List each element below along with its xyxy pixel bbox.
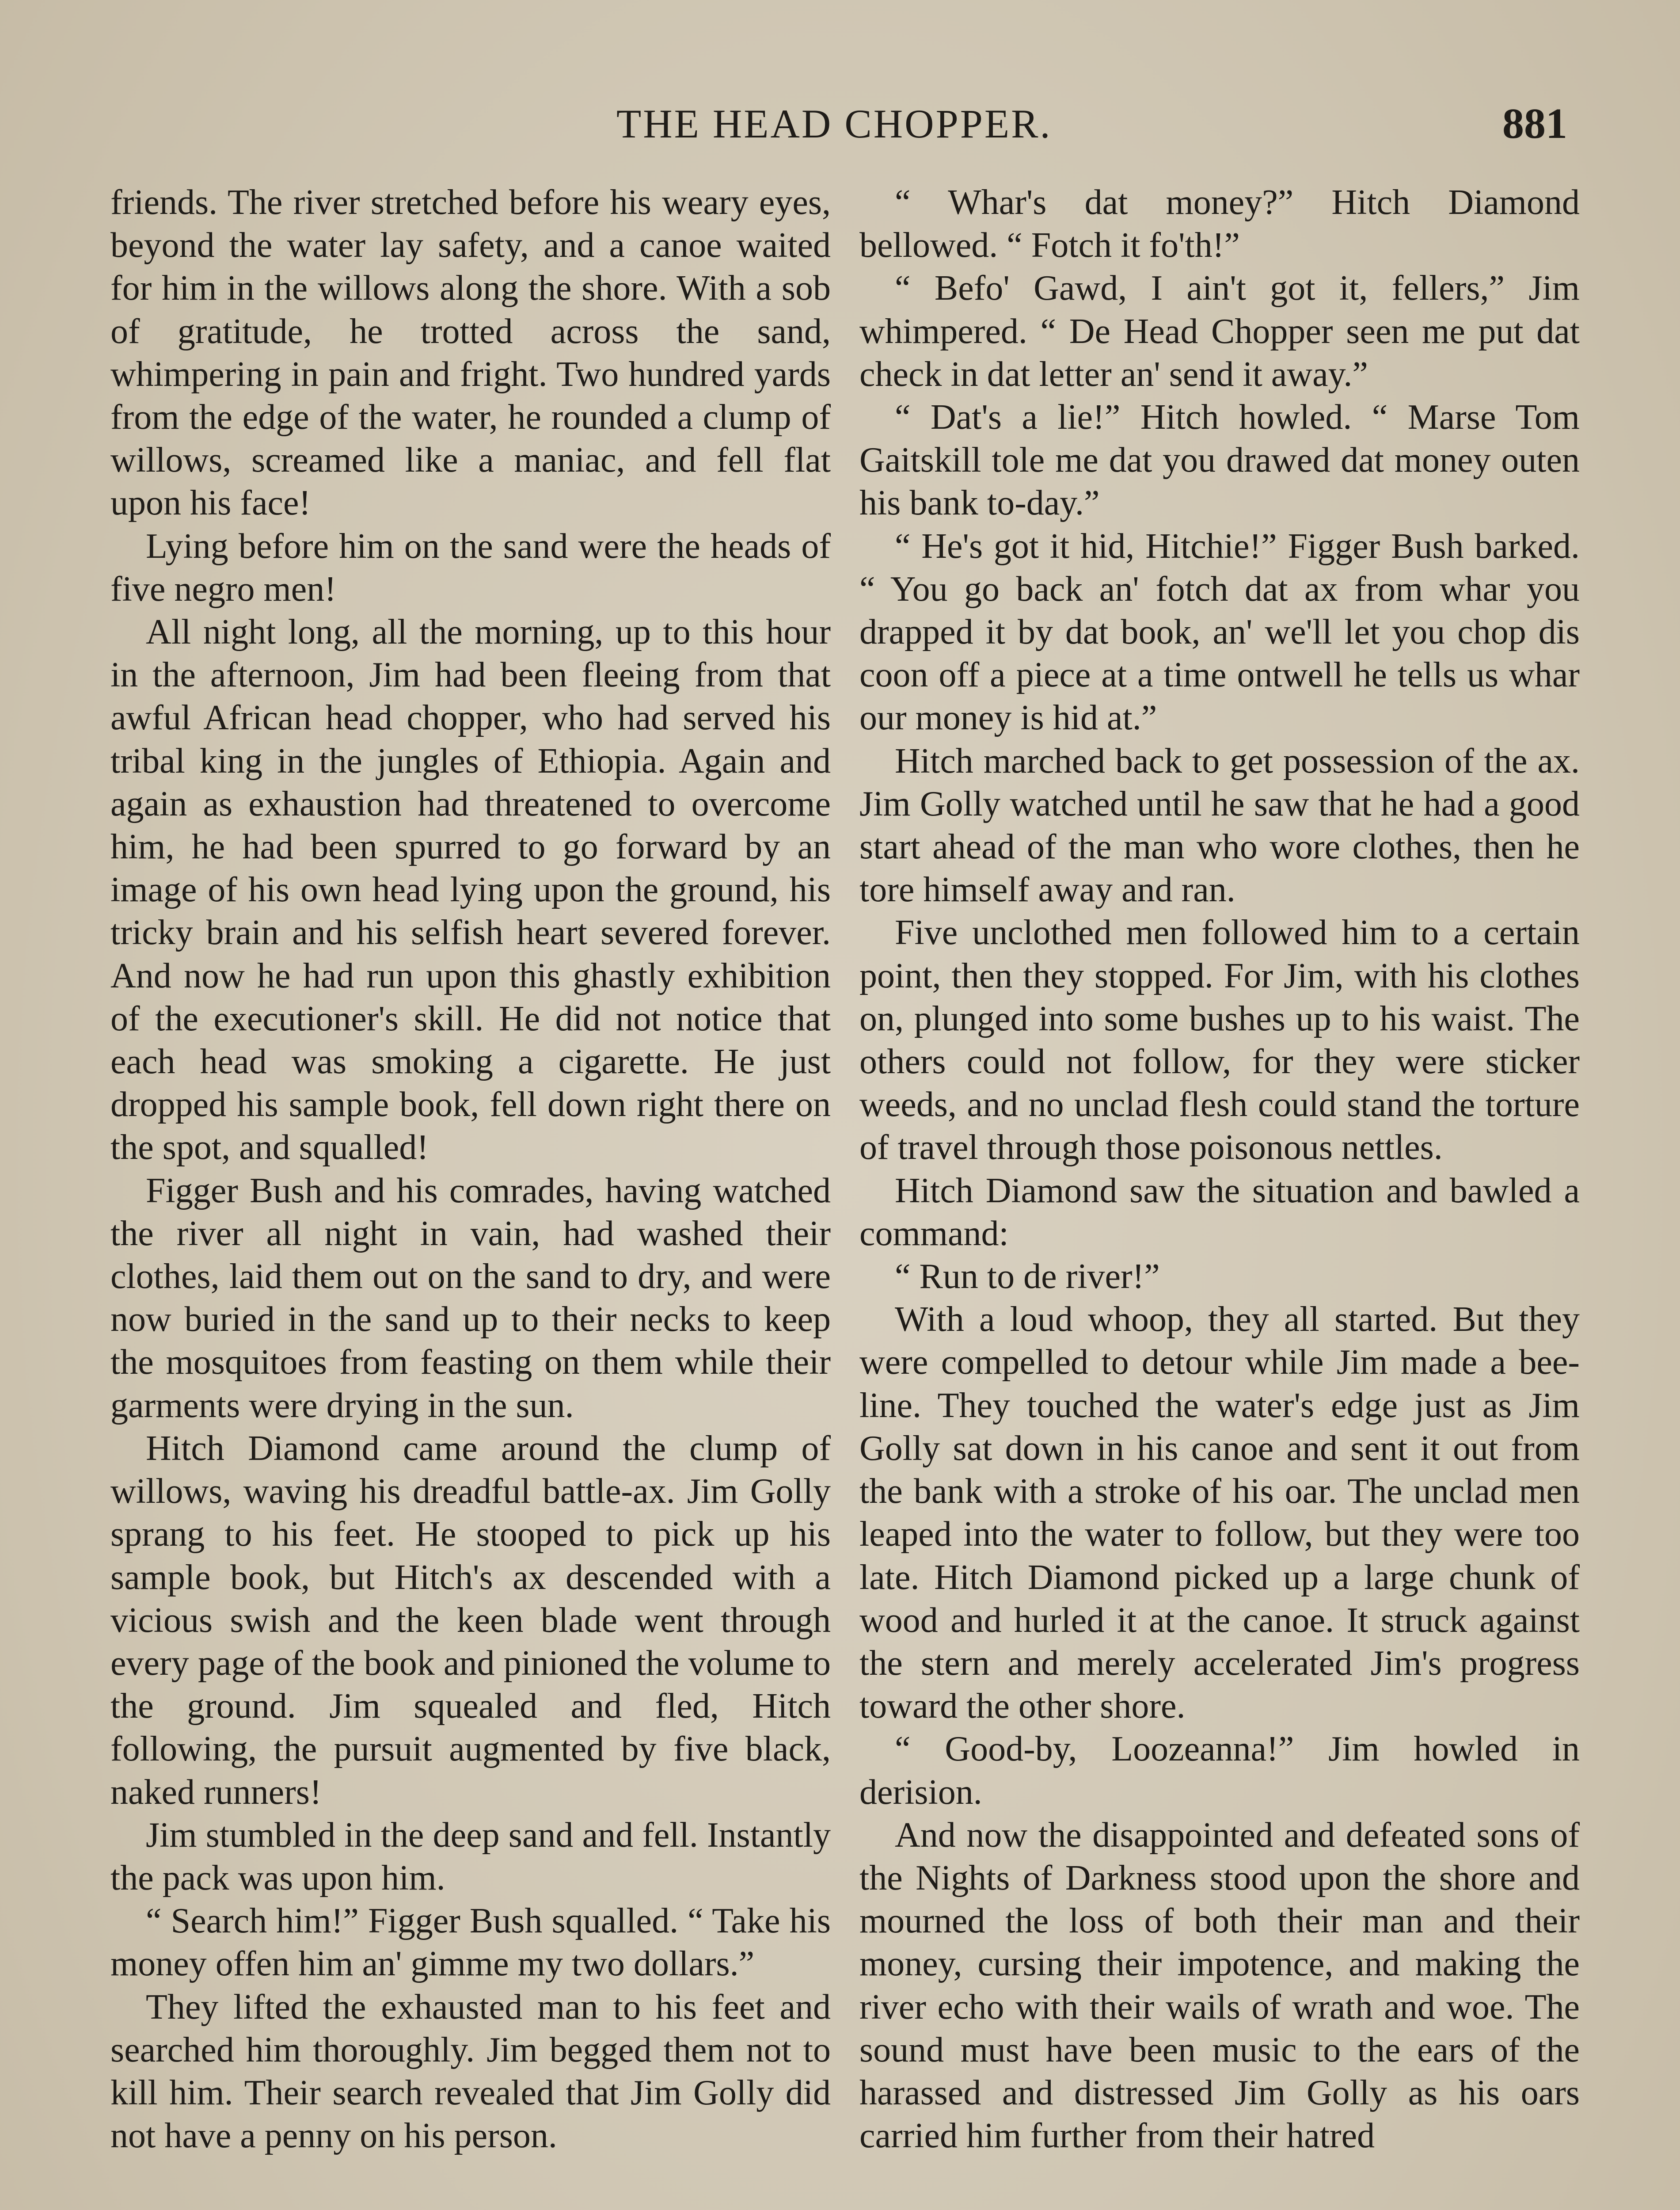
paragraph: “ He's got it hid, Hitchie!” Figger Bush barked. “ You go back an' fotch dat ax from whar you drapped it by dat book, an' we'll let you chop dis coon off a piece at a time ontwell he tells us whar our money is hid at.” <box>859 526 1580 738</box>
paragraph: Five unclothed men followed him to a certain point, then they stopped. For Jim, with his clothes on, plunged into some bushes up to his waist. The others could not follow, for they were sticker weeds, and no unclad flesh could stand the torture of travel through those poisonous nettles. <box>859 913 1580 1167</box>
paragraph: “ Whar's dat money?” Hitch Diamond bellowed. “ Fotch it fo'th!” <box>859 183 1580 265</box>
paragraph: They lifted the exhausted man to his feet and searched him thoroughly. Jim begged them not to kill him. Their search revealed that Jim Golly did not have a penny on his person. <box>110 1987 831 2156</box>
paragraph: “ Run to de river!” <box>895 1257 1160 1296</box>
paragraph: Jim stumbled in the deep sand and fell. Instantly the pack was upon him. <box>110 1815 831 1898</box>
left-column <box>110 181 831 2157</box>
running-title: THE HEAD CHOPPER. <box>616 101 1052 146</box>
paragraph: Figger Bush and his comrades, having watched the river all night in vain, had washed their clothes, laid them out on the sand to dry, and were now buried in the sand up to their necks to keep the mosquitoes from feasting on them while their garments were drying in the sun. <box>110 1171 831 1425</box>
paragraph: Hitch Diamond saw the situation and bawled a command: <box>859 1171 1580 1253</box>
paragraph: All night long, all the morning, up to this hour in the afternoon, Jim had been fleeing from that awful African head chopper, who had served his tribal king in the jungles of Ethiopia. Again and again as exhaustion had threatened to overcome him, he had been spurred to go forward by an image of his own head lying upon the ground, his tricky brain and his selfish heart severed forever. And now he had run upon this ghastly exhibition of the executioner's skill. He did not notice that each head was smoking a cigarette. He just dropped his sample book, fell down right there on the spot, and squalled! <box>110 613 831 1167</box>
running-header <box>0 95 1680 152</box>
paragraph: friends. The river stretched before his weary eyes, beyond the water lay safety, and a canoe waited for him in the willows along the shore. With a sob of gratitude, he trotted across the sand, whimpering in pain and fright. Two hundred yards from the edge of the water, he rounded a clump of willows, screamed like a maniac, and fell flat upon his face! <box>110 183 831 523</box>
right-column <box>859 181 1580 2157</box>
paragraph: Hitch marched back to get possession of the ax. Jim Golly watched until he saw that he had a good start ahead of the man who wore clothes, then he tore himself away and ran. <box>859 741 1580 910</box>
paragraph: “ Befo' Gawd, I ain't got it, fellers,” Jim whimpered. “ De Head Chopper seen me put dat check in dat letter an' send it away.” <box>859 269 1580 394</box>
paragraph: With a loud whoop, they all started. But they were compelled to detour while Jim made a bee-line. They touched the water's edge just as Jim Golly sat down in his canoe and sent it out from the bank with a stroke of his oar. The unclad men leaped into the water to follow, but they were too late. Hitch Diamond picked up a large chunk of wood and hurled it at the canoe. It struck against the stern and merely accelerated Jim's progress toward the other shore. <box>859 1300 1580 1726</box>
page-number: 881 <box>1502 100 1567 148</box>
paragraph: “ Dat's a lie!” Hitch howled. “ Marse Tom Gaitskill tole me dat you drawed dat money outen his bank to-day.” <box>859 398 1580 523</box>
paragraph: “ Search him!” Figger Bush squalled. “ Take his money offen him an' gimme my two dollars.” <box>110 1901 831 1984</box>
paragraph: Lying before him on the sand were the heads of five negro men! <box>110 526 831 609</box>
paragraph: Hitch Diamond came around the clump of willows, waving his dreadful battle-ax. Jim Golly sprang to his feet. He stooped to pick up his sample book, but Hitch's ax descended with a vicious swish and the keen blade went through every page of the book and pinioned the volume to the ground. Jim squealed and fled, Hitch following, the pursuit augmented by five black, naked runners! <box>110 1429 831 1812</box>
paragraph: “ Good-by, Loozeanna!” Jim howled in derision. <box>859 1730 1580 1812</box>
paragraph: And now the disappointed and defeated sons of the Nights of Darkness stood upon the shore and mourned the loss of both their man and their money, cursing their impotence, and making the river echo with their wails of wrath and woe. The sound must have been music to the ears of the harassed and distressed Jim Golly as his oars carried him further from their hatred <box>859 1815 1580 2156</box>
